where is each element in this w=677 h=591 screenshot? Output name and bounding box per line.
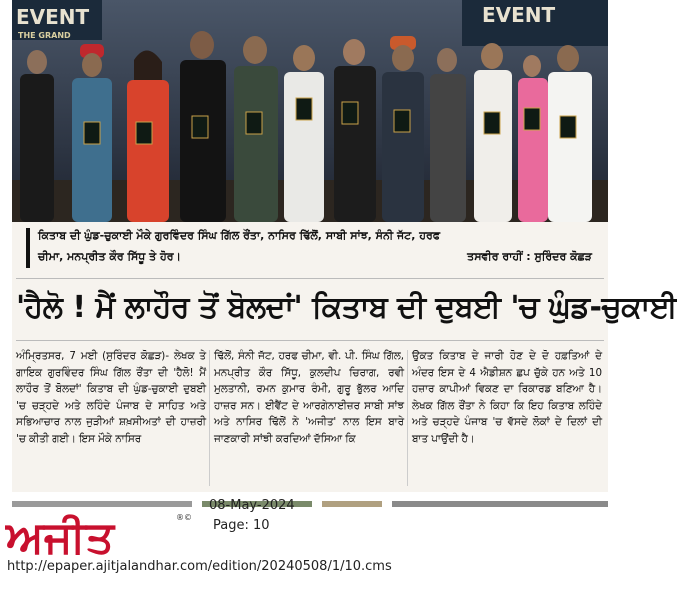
article-column-3 — [412, 348, 602, 488]
caption-bar — [26, 228, 30, 268]
banner-sub-text: THE GRAND — [18, 31, 71, 40]
source-url[interactable]: http://epaper.ajitjalandhar.com/edition/20240508/1/10.cms — [7, 559, 392, 574]
trademark-mark: ®© — [176, 513, 192, 522]
divider-headline — [16, 340, 604, 341]
divider-top — [16, 278, 604, 279]
event-photo — [12, 0, 608, 222]
edition-date: 08-May-2024 — [209, 498, 295, 513]
photo-credit: ਤਸਵੀਰ ਰਾਹੀਂ : ਸੁਰਿੰਦਰ ਕੋਛੜ — [467, 250, 592, 263]
article-column-1 — [16, 348, 206, 488]
banner-right-text: EVENT — [482, 3, 556, 27]
article-column-2 — [214, 348, 404, 488]
column-2-text: ਢਿੱਲੋਂ, ਸੰਨੀ ਜੱਟ, ਹਰਫ ਚੀਮਾ, ਵੀ. ਪੀ. ਸਿੰਘ ਗਿੱਲ, ਮਨਪ੍ਰੀਤ ਕੌਰ ਸਿੱਧੂ, ਕੁਲਦੀਪ ਚਿਰਾਗ, ਰਵੀ ਮੁਲਤਾਨੀ, ਰਮਨ ਕੁਮਾਰ ਰੰਮੀ, ਗੁਰੂ ਭੁੱਲਰ ਆਦਿ ਹਾਜ਼ਰ ਸਨ। ਈਵੈਂਟ ਦੇ ਆਰਗੇਨਾਈਜ਼ਰ ਸਾਬੀ ਸਾਂਝ ਅਤੇ ਨਾਸਿਰ ਢਿੱਲੋਂ ਨੇ 'ਅਜੀਤ' ਨਾਲ ਇਸ ਬਾਰੇ ਜਾਣਕਾਰੀ ਸਾਂਝੀ ਕਰਦਿਆਂ ਦੱਸਿਆ ਕਿ — [214, 350, 404, 445]
logo-text: ਅਜੀਤ — [6, 512, 114, 563]
caption-line-2: ਚੀਮਾ, ਮਨਪ੍ਰੀਤ ਕੌਰ ਸਿੱਧੂ ਤੇ ਹੋਰ। — [38, 250, 181, 263]
adjacent-clipping-strip — [12, 492, 608, 498]
photo-caption — [26, 226, 600, 272]
caption-line-1: ਕਿਤਾਬ ਦੀ ਘੁੰਡ-ਚੁਕਾਈ ਮੌਕੇ ਗੁਰਵਿੰਦਰ ਸਿੰਘ ਗਿੱਲ ਰੌਂਤਾ, ਨਾਸਿਰ ਢਿੱਲੋਂ, ਸਾਬੀ ਸਾਂਝ, ਸੰਨੀ ਜੱਟ, ਹਰਫ — [38, 229, 440, 242]
ajit-logo[interactable] — [0, 506, 200, 562]
column-1-text: ਅੰਮ੍ਰਿਤਸਰ, 7 ਮਈ (ਸੁਰਿੰਦਰ ਕੋਛੜ)- ਲੇਖਕ ਤੇ ਗਾਇਕ ਗੁਰਵਿੰਦਰ ਸਿੰਘ ਗਿੱਲ ਰੌਂਤਾ ਦੀ 'ਹੈਲੋ! ਮੈਂ ਲਾਹੌਰ ਤੋਂ ਬੋਲਦਾਂ' ਕਿਤਾਬ ਦੀ ਘੁੰਡ-ਚੁਕਾਈ ਦੁਬਈ 'ਚ ਚੜ੍ਹਦੇ ਅਤੇ ਲਹਿੰਦੇ ਪੰਜਾਬ ਦੇ ਸਾਹਿਤ ਅਤੇ ਸਭਿਆਚਾਰ ਨਾਲ ਜੁੜੀਆਂ ਸ਼ਖ਼ਸੀਅਤਾਂ ਦੀ ਹਾਜ਼ਰੀ 'ਚ ਕੀਤੀ ਗਈ। ਇਸ ਮੌਕੇ ਨਾਸਿਰ — [16, 350, 206, 445]
column-separator — [407, 350, 408, 486]
column-separator — [209, 350, 210, 486]
banner-left-text: EVENT — [16, 5, 90, 29]
article-headline: 'ਹੈਲੋ ! ਮੈਂ ਲਾਹੌਰ ਤੋਂ ਬੋਲਦਾਂ' ਕਿਤਾਬ ਦੀ ਦੁਬਈ 'ਚ ਘੁੰਡ-ਚੁਕਾਈ — [16, 290, 677, 325]
page-number: Page: 10 — [213, 518, 270, 533]
column-3-text: ਉਕਤ ਕਿਤਾਬ ਦੇ ਜਾਰੀ ਹੋਣ ਦੇ ਦੋ ਹਫ਼ਤਿਆਂ ਦੇ ਅੰਦਰ ਇਸ ਦੇ 4 ਐਡੀਸ਼ਨ ਛਪ ਚੁੱਕੇ ਹਨ ਅਤੇ 10 ਹਜ਼ਾਰ ਕਾਪੀਆਂ ਵਿਕਣ ਦਾ ਰਿਕਾਰਡ ਬਣਿਆ ਹੈ। ਲੇਖਕ ਗਿੱਲ ਰੌਂਤਾ ਨੇ ਕਿਹਾ ਕਿ ਇਹ ਕਿਤਾਬ ਲਹਿੰਦੇ ਅਤੇ ਚੜ੍ਹਦੇ ਪੰਜਾਬ 'ਚ ਵੱਸਦੇ ਲੋਕਾਂ ਦੇ ਦਿਲਾਂ ਦੀ ਬਾਤ ਪਾਉਂਦੀ ਹੈ। — [412, 350, 602, 445]
